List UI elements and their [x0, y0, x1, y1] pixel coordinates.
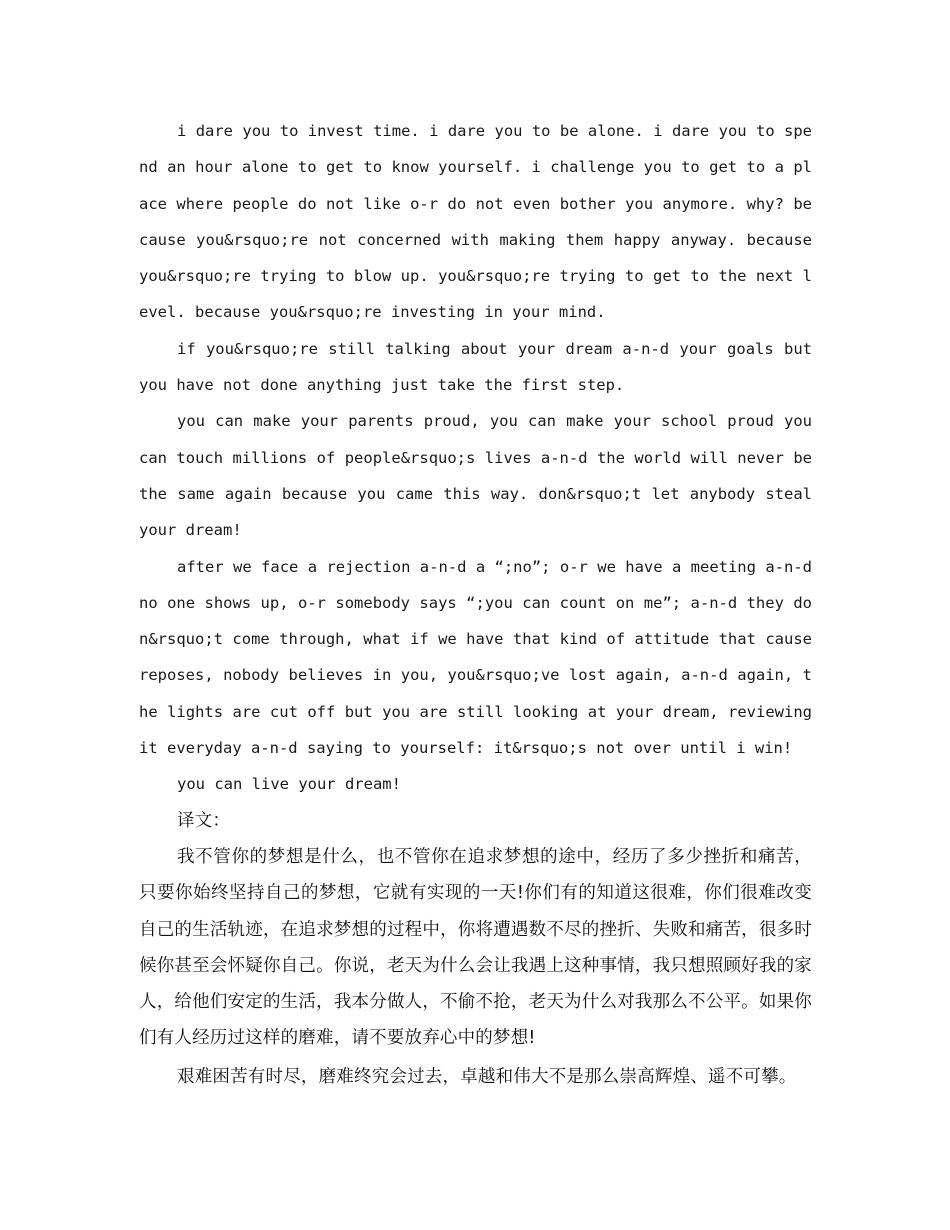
- paragraph-en-5: you can live your dream!: [177, 775, 401, 794]
- translation-label: 译文：: [177, 810, 231, 831]
- paragraph-en-3: you can make your parents proud, you can make your school proud you can touch millions of people&rsquo;s lives a-n-d the world will never be the same again because you came this way. don&rsquo;t let anybody steal your dream!: [139, 412, 812, 540]
- paragraph-cn-2: 艰难困苦有时尽，磨难终究会过去，卓越和伟大不是那么崇高辉煌、遥不可攀。: [177, 1066, 797, 1087]
- document-body: [139, 113, 812, 1095]
- paragraph-en-1: i dare you to invest time. i dare you to be alone. i dare you to spend an hour alone to get to know yourself. i challenge you to get to a place where people do not like o-r do not even bother you anymore. why? because you&rsquo;re not concerned with making them happy anyway. because you&rsquo;re trying to blow up. you&rsquo;re trying to get to the next level. because you&rsquo;re investing in your mind.: [139, 122, 812, 322]
- paragraph-cn-1: 我不管你的梦想是什么，也不管你在追求梦想的途中，经历了多少挫折和痛苦，只要你始终坚持自己的梦想，它就有实现的一天!你们有的知道这很难，你们很难改变自己的生活轨迹，在追求梦想的过程中，你将遭遇数不尽的挫折、失败和痛苦，很多时候你甚至会怀疑你自己。你说，老天为什么会让我遇上这种事情，我只想照顾好我的家人，给他们安定的生活，我本分做人，不偷不抢，老天为什么对我那么不公平。如果你们有人经历过这样的磨难，请不要放弃心中的梦想!: [139, 846, 812, 1049]
- paragraph-en-2: if you&rsquo;re still talking about your dream a-n-d your goals but you have not done anything just take the first step.: [139, 339, 812, 395]
- paragraph-en-4: after we face a rejection a-n-d a “;no”; o-r we have a meeting a-n-d no one shows up, o-r somebody says “;you can count on me”; a-n-d they don&rsquo;t come through, what if we have that kind of attitude that cause reposes, nobody believes in you, you&rsquo;ve lost again, a-n-d again, the lights are cut off but you are still looking at your dream, reviewing it everyday a-n-d saying to yourself: it&rsquo;s not over until i win!: [139, 557, 812, 758]
